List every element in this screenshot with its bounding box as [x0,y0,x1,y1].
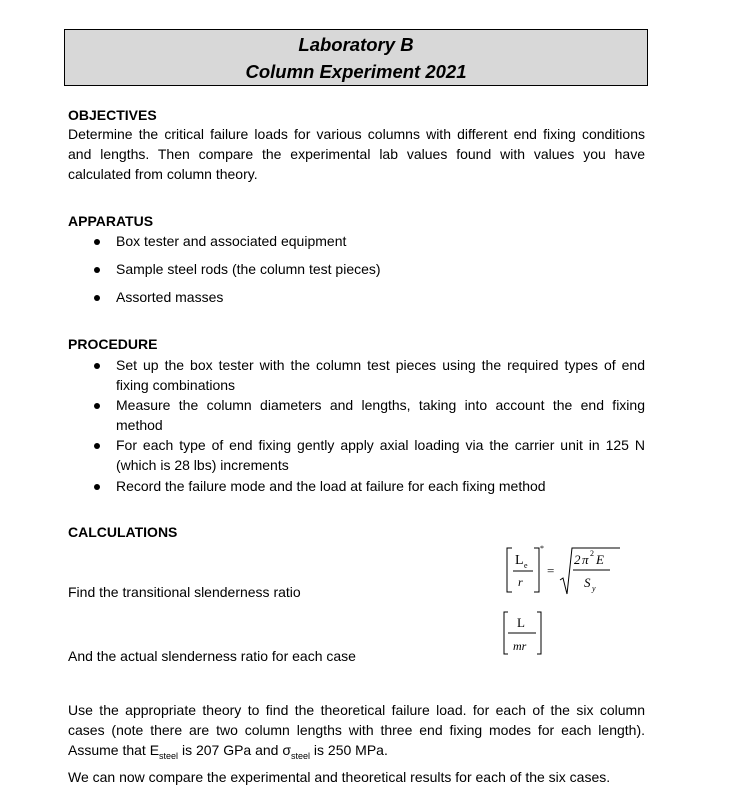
svg-text:L: L [517,615,525,630]
svg-text:2: 2 [574,552,581,567]
actual-ratio-label: And the actual slenderness ratio for each case [68,648,356,664]
svg-text:y: y [592,584,596,593]
svg-text:=: = [547,563,555,578]
list-item: For each type of end fixing gently apply axial loading via the carrier unit in 125 N (which is 28 lbs) increments [68,436,645,475]
bullet-icon [94,239,100,245]
transitional-slenderness-formula [500,540,620,600]
bullet-icon [94,403,100,409]
transitional-ratio-label: Find the transitional slenderness ratio [68,584,301,600]
procedure-list [68,356,645,497]
list-item: Record the failure mode and the load at failure for each fixing method [68,477,645,497]
svg-text:mr: mr [513,639,527,653]
svg-text:E: E [596,552,604,567]
procedure-heading: PROCEDURE [68,336,158,352]
bullet-icon [94,363,100,369]
svg-text:L: L [515,553,524,568]
comparison-paragraph: We can now compare the experimental and theoretical results for each of the six cases. [68,769,611,785]
svg-text:*: * [540,544,544,553]
title-line-1: Laboratory B [298,34,414,55]
svg-text:2: 2 [590,549,594,558]
objectives-heading: OBJECTIVES [68,107,157,123]
bullet-icon [94,443,100,449]
list-item: Sample steel rods (the column test pieces) [68,260,645,280]
svg-text:S: S [584,575,591,590]
theory-paragraph: Use the appropriate theory to find the theoretical failure load. for each of the six column cases (note there are two column lengths with three end fixing modes for each length). Assume that $E_{steel}$ is 207 GPa and $\sigma_{steel}$ is 250 MPa. [68,702,645,761]
list-item: Set up the box tester with the column test pieces using the required types of end fixing combinations [68,356,645,395]
apparatus-heading: APPARATUS [68,213,154,229]
calculations-heading: CALCULATIONS [68,524,178,540]
svg-text:e: e [524,561,528,570]
objectives-text: Determine the critical failure loads for various columns with different end fixing conditions and lengths. Then compare the experimental lab values found with values you have calculated from column theory. [68,126,645,182]
list-item: Assorted masses [68,288,645,308]
list-item: Measure the column diameters and lengths, taking into account the end fixing method [68,396,645,435]
actual-slenderness-formula [503,608,547,658]
svg-text:π: π [582,552,589,567]
bullet-icon [94,295,100,301]
bullet-icon [94,267,100,273]
title-line-2: Column Experiment 2021 [245,61,467,82]
svg-text:r: r [518,575,523,589]
bullet-icon [94,484,100,490]
apparatus-list [68,232,645,315]
list-item: Box tester and associated equipment [68,232,645,252]
title-box [64,29,648,86]
